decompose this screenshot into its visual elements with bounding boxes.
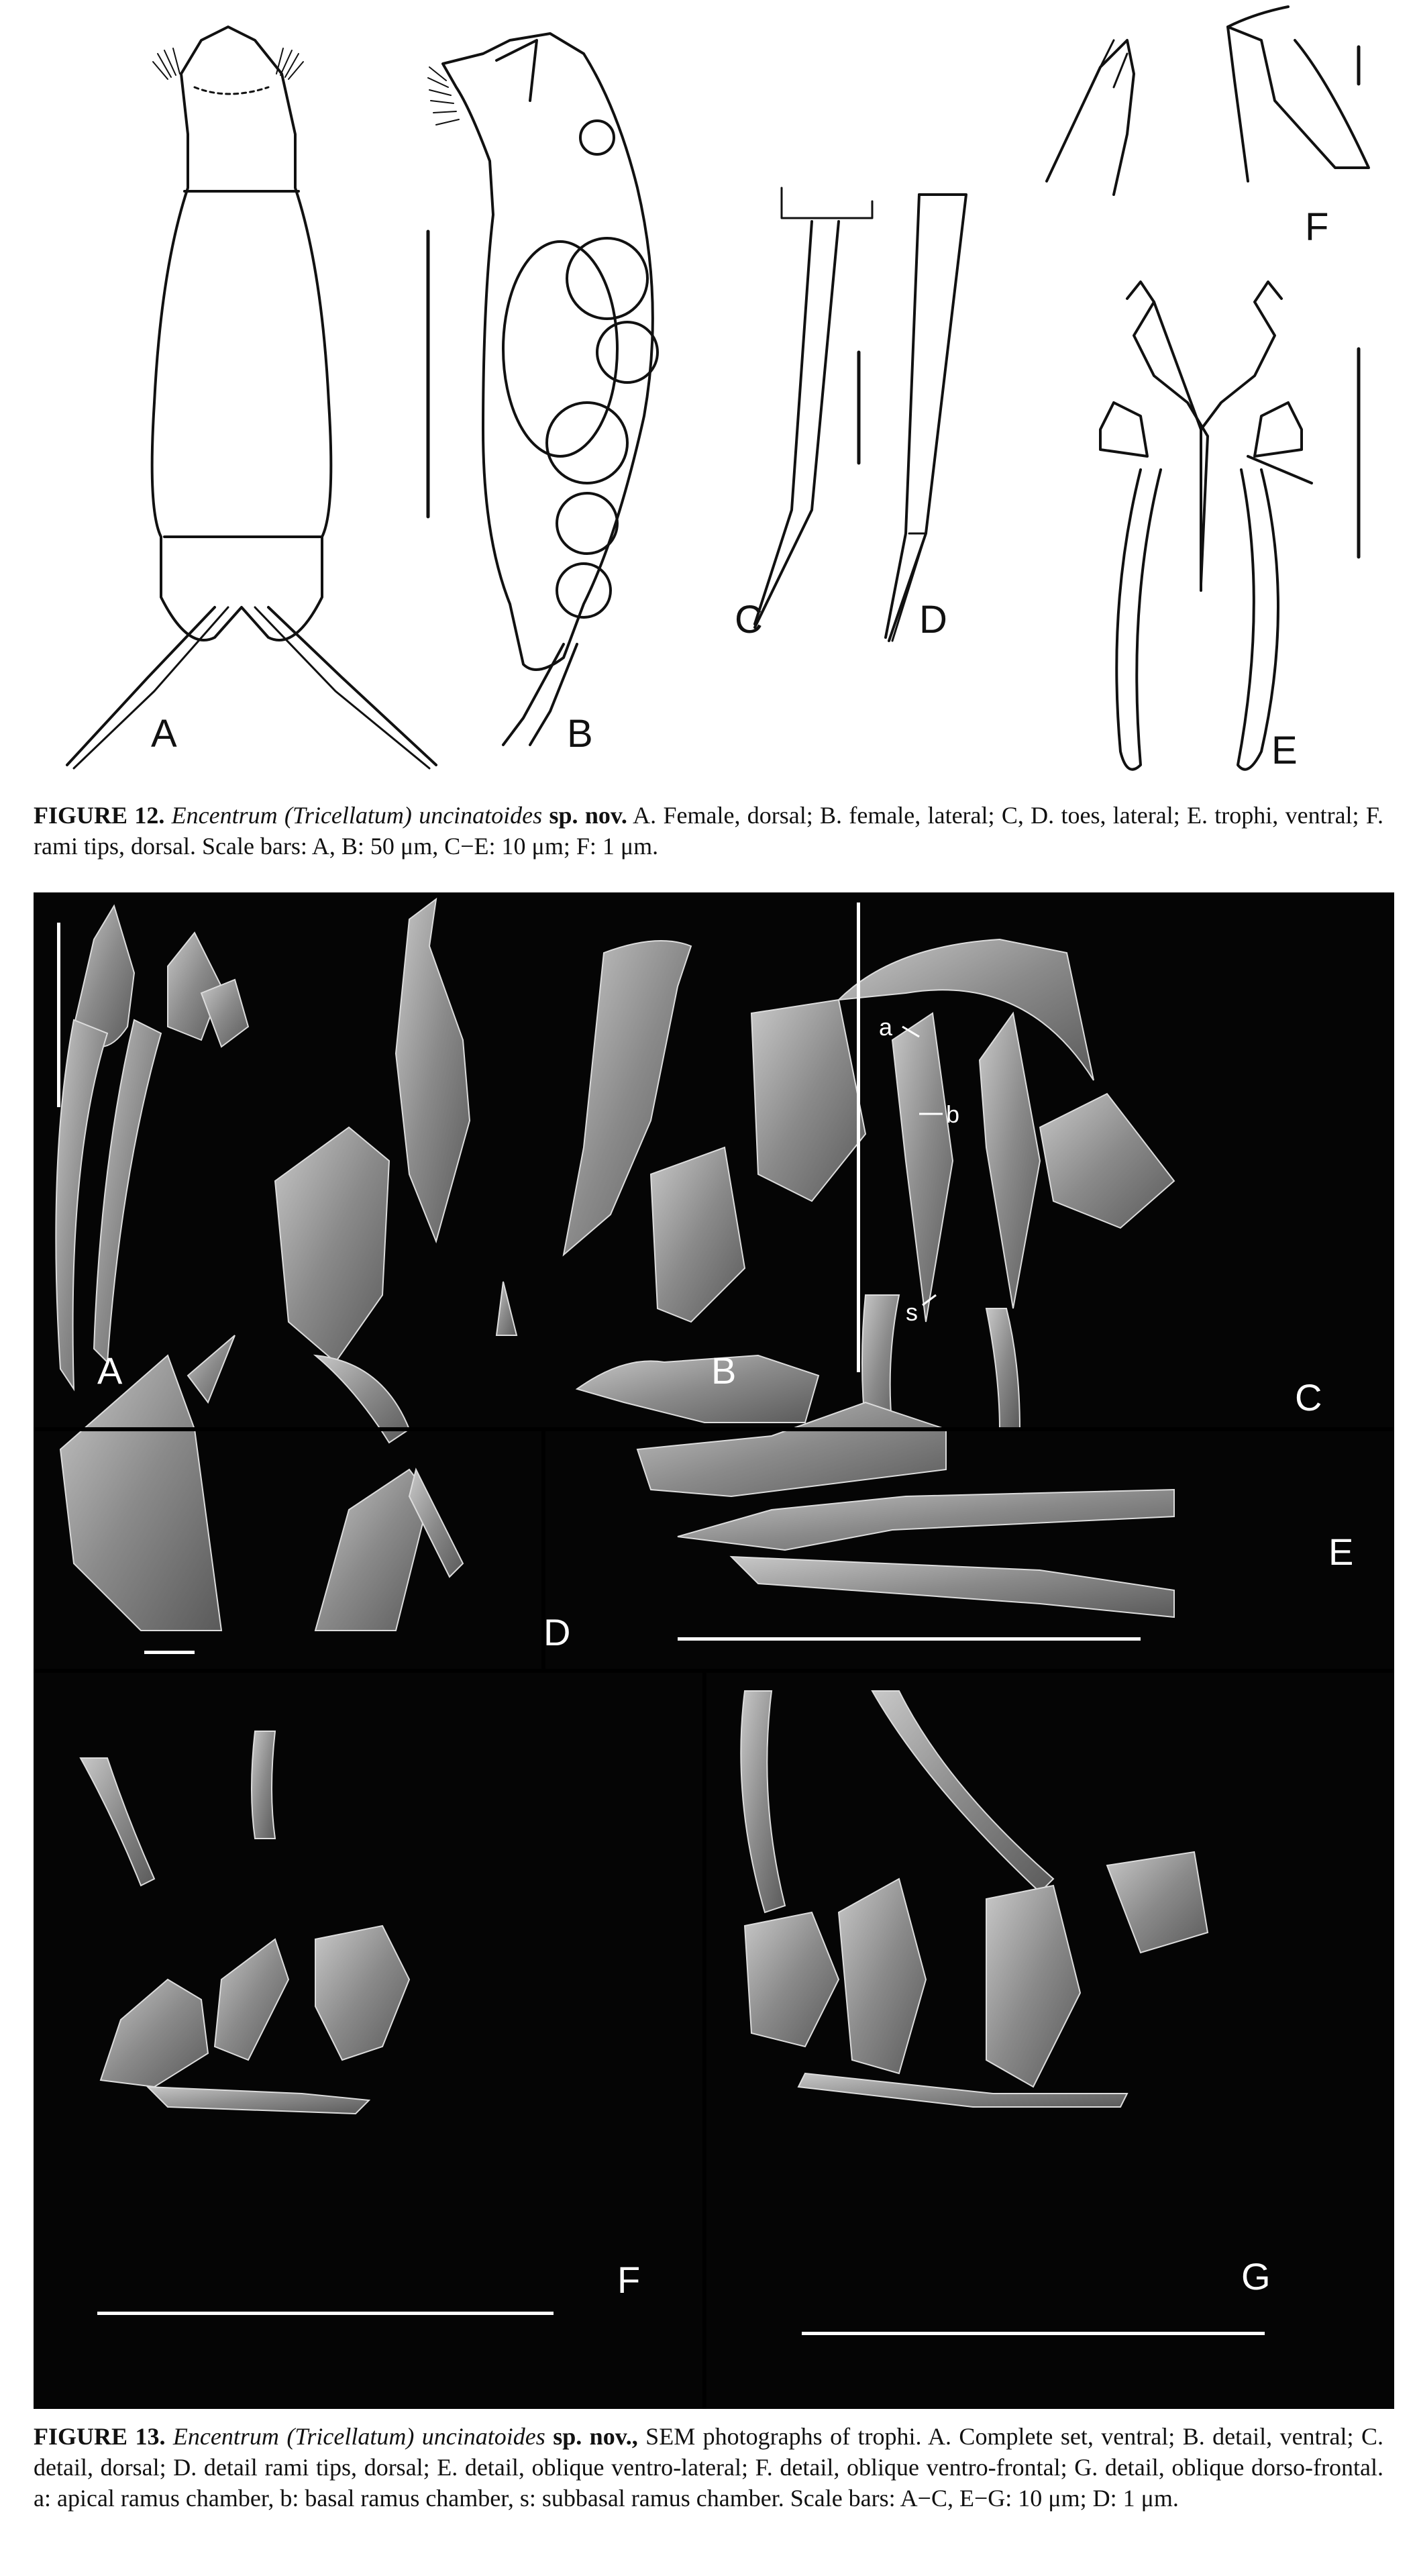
fig13-label-g: G xyxy=(1241,2255,1271,2298)
fig13-caption-status: sp. nov., xyxy=(553,2423,638,2450)
fig13-label-c: C xyxy=(1295,1376,1322,1419)
drawing-d-toe xyxy=(886,195,966,641)
scale-bar-g xyxy=(802,2332,1265,2335)
scale-bar-c xyxy=(857,903,860,1372)
scale-bar-a xyxy=(57,923,60,1107)
fig13-caption-species: Encentrum (Tricellatum) uncinatoides xyxy=(172,2423,545,2450)
figure-13-caption xyxy=(34,2421,1383,2514)
drawing-f-rami-tips xyxy=(1047,7,1369,195)
fig12-caption-status: sp. nov. xyxy=(549,802,627,829)
fig13-label-a: A xyxy=(97,1349,123,1392)
fig12-caption-species: Encentrum (Tricellatum) uncinatoides xyxy=(171,802,543,829)
drawing-b-female-lateral xyxy=(428,34,658,745)
drawing-e-trophi-ventral xyxy=(1100,282,1312,770)
fig13-caption-text: SEM photographs of trophi. A. Complete set, ventral; B. detail, ventral; C. detail, dorsal; D. detail rami tips, dorsal; E. detail, oblique ventro-lateral; F. detail, oblique ventro-frontal; G. detail, oblique dorso-frontal. a: apical ramus chamber, b: basal ramus chamber, s: subbasal ramus chamber. Scale bars: A−C, E−G: 10 μm; D: 1 μm. xyxy=(34,2423,1383,2512)
scale-bar-f xyxy=(97,2312,554,2315)
fig12-label-f: F xyxy=(1305,205,1329,249)
drawing-a-female-dorsal xyxy=(67,27,436,768)
fig13-label-f: F xyxy=(617,2259,641,2301)
annotation-s: s xyxy=(906,1298,918,1326)
fig13-label-b: B xyxy=(711,1349,737,1392)
fig13-label-e: E xyxy=(1328,1531,1354,1573)
annotation-b: b xyxy=(946,1100,960,1128)
figure-12-caption xyxy=(34,800,1383,862)
annotation-a: a xyxy=(879,1013,893,1041)
fig13-label-d: D xyxy=(543,1611,571,1653)
scale-bar-d xyxy=(144,1651,195,1654)
figure-13-sem-plate xyxy=(34,892,1394,2409)
fig12-caption-text: A. Female, dorsal; B. female, lateral; C, D. toes, lateral; E. trophi, ventral; F. rami tips, dorsal. Scale bars: A, B: 50 μm, C−E: 10 μm; F: 1 μm. xyxy=(34,802,1383,860)
fig13-caption-label: FIGURE 13. xyxy=(34,2423,166,2450)
sem-photographs xyxy=(34,892,1394,2409)
drawing-c-toe xyxy=(755,188,872,627)
scale-bar-e xyxy=(678,1637,1141,1641)
figure-12-drawings xyxy=(0,0,1417,792)
fig12-label-a: A xyxy=(151,712,177,756)
fig12-label-b: B xyxy=(567,712,593,756)
fig12-caption-label: FIGURE 12. xyxy=(34,802,165,829)
fig12-label-c: C xyxy=(735,598,763,641)
fig12-label-e: E xyxy=(1271,729,1298,772)
fig12-label-d: D xyxy=(919,598,947,641)
